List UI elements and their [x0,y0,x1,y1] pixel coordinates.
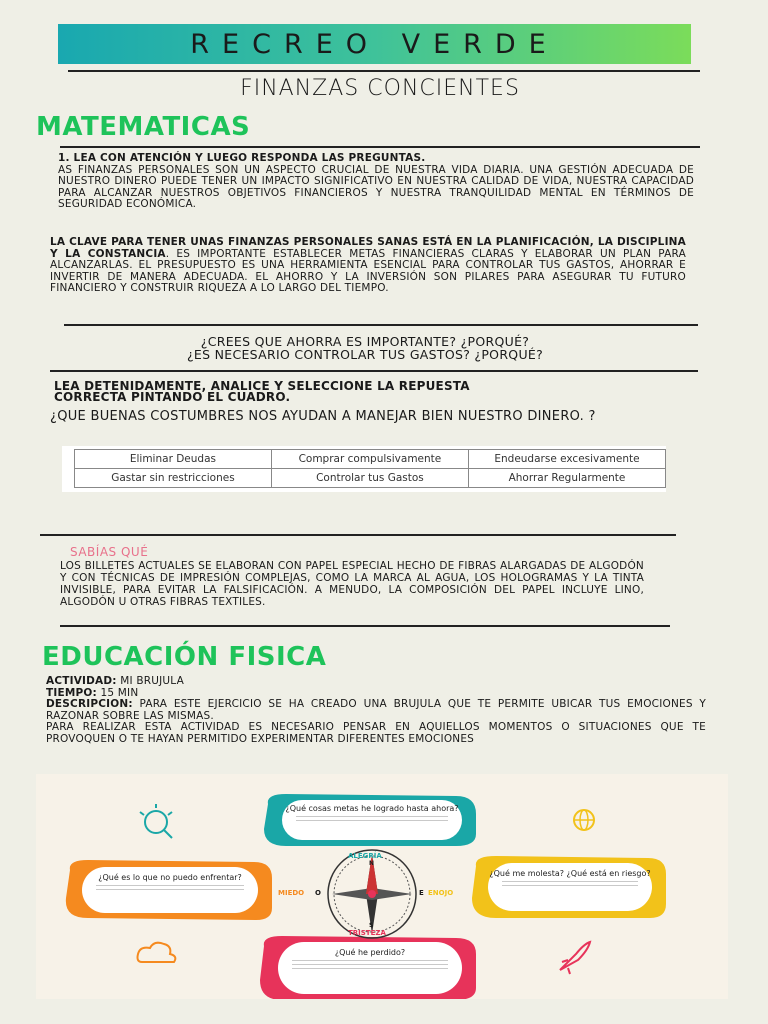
answer-line[interactable] [292,968,448,969]
math-paragraph-1-text: AS FINANZAS PERSONALES SON UN ASPECTO CRUCIAL DE NUESTRA VIDA DIARIA. UNA GESTIÓN ADECUADA DE NUESTRO DINERO PUEDE TENER UN IMPACTO SIGNIFICATIVO EN NUESTRA CALIDAD DE VIDA, NUESTRA CAPACIDAD PARA ALCANZAR NUESTROS OBJETIVOS FINANCIEROS Y NUESTRA TRANQUILIDAD MENTAL EN TÉRMINOS DE SEGURIDAD ECONÓMICA. [58,163,694,210]
title-banner [58,24,691,64]
math-paragraph-2 [50,237,686,295]
did-you-know-label: SABÍAS QUÉ [70,545,149,559]
divider [50,370,698,372]
answer-line[interactable] [502,881,638,882]
options-table [74,449,666,488]
compass-o-letter: O [315,889,321,897]
option-cell[interactable]: Eliminar Deudas [75,450,272,469]
compass-south-label: TRISTEZA [348,929,386,937]
lightbulb-icon [140,804,172,838]
answer-line[interactable] [292,960,448,961]
options-row [75,469,666,488]
emotion-compass-graphic [36,774,728,999]
option-cell[interactable]: Controlar tus Gastos [271,469,468,488]
pe-description-2: PARA REALIZAR ESTA ACTIVIDAD ES NECESARIO PENSAR EN AQUIELLOS MOMENTOS O SITUACIONES QUE TE PROVOQUEN O TE HAYAN PERMITIDO EXPERIMENTAR DIFERENTES EMOCIONES [46,721,706,745]
divider [68,70,700,72]
option-cell[interactable]: Gastar sin restricciones [75,469,272,488]
compass-s-letter: S [369,922,374,929]
compass-n-letter: N [369,860,375,867]
math-paragraph-2-text: . ES IMPORTANTE ESTABLECER METAS FINANCIERAS CLARAS Y ELABORAR UN PLAN PARA ALCANZARLAS. EL PRESUPUESTO ES UNA HERRAMIENTA ESENCIAL PARA CONTROLAR TUS GASTOS, AHORRAR E INVERTIR DE MANERA ADECUADA. EL AHORRO Y LA INVERSIÓN SON PILARES PARA ASEGURAR TU FUTURO FINANCIERO Y CONSTRUIR RIQUEZA A LO LARGO DEL TIEMPO. [50,247,686,294]
page-subtitle: FINANZAS CONCIENTES [240,76,520,101]
pe-time-value: 15 MIN [96,686,139,699]
bubble-left-question: ¿Qué es lo que no puedo enfrentar? [98,873,242,882]
select-instruction-line-1: LEA DETENIDAMENTE, ANALICE Y SELECCIONE LA REPUESTA [54,379,470,393]
answer-line[interactable] [292,964,448,965]
option-cell[interactable]: Ahorrar Regularmente [468,469,665,488]
bubble-top [282,800,462,840]
divider [60,146,700,148]
compass-east-label: ENOJO [428,889,454,897]
bubble-right-question: ¿Qué me molesta? ¿Qué está en riesgo? [489,869,651,878]
compass-west-label: MIEDO [278,889,305,897]
did-you-know-text: LOS BILLETES ACTUALES SE ELABORAN CON PAPEL ESPECIAL HECHO DE FIBRAS ALARGADAS DE ALGODÓN Y CON TÉCNICAS DE IMPRESIÓN COMPLEJAS, COMO LA MARCA AL AGUA, LOS HOLOGRAMAS Y LA TINTA INVISIBLE, PARA EVITAR LA FALSIFICACIÓN. A MENUDO, LA COMPOSICIÓN DEL PAPEL INCLUYE LINO, ALGODÓN U OTRAS FIBRAS TEXTILES. [60,560,644,608]
question-2: ¿ES NECESARIO CONTROLAR TUS GASTOS? ¿PORQUÉ? [186,347,544,362]
options-row [75,450,666,469]
pe-info [46,676,706,745]
math-paragraph-1 [58,153,694,211]
bubble-bottom-question: ¿Qué he perdido? [334,948,406,957]
option-cell[interactable]: Comprar compulsivamente [271,450,468,469]
rocket-icon [560,942,590,974]
bubble-bottom [278,942,462,994]
globe-icon [574,810,594,830]
divider [60,625,670,627]
select-instruction-line-2: CORRECTA PINTANDO EL CUADRO. [54,390,291,404]
math-instruction: 1. LEA CON ATENCIÓN Y LUEGO RESPONDA LAS PREGUNTAS. [58,152,426,164]
bubble-top-question: ¿Qué cosas metas he logrado hasta ahora? [285,804,459,813]
compass-e-letter: E [419,889,424,897]
pe-time-label: TIEMPO: [46,686,97,699]
answer-line[interactable] [296,820,448,821]
answer-line[interactable] [96,885,244,886]
answer-line[interactable] [296,816,448,817]
pe-desc-label: DESCRIPCION: [46,698,133,710]
pe-activity [46,676,706,688]
question-1: ¿CREES QUE AHORRA ES IMPORTANTE? ¿PORQUÉ? [200,334,530,349]
section-title-pe: EDUCACIÓN FISICA [42,642,327,672]
options-panel [62,446,666,492]
bubble-right [488,863,652,911]
divider [64,324,698,326]
page-title: RECREO VERDE [190,28,559,60]
section-title-math: MATEMATICAS [36,112,251,142]
option-cell[interactable]: Endeudarse excesivamente [468,450,665,469]
pe-activity-label: ACTIVIDAD: [46,675,117,687]
pe-desc-value: PARA ESTE EJERCICIO SE HA CREADO UNA BRUJULA QUE TE PERMITE UBICAR TUS EMOCIONES Y RAZONAR SOBRE LAS MISMAS. [46,698,706,722]
question-3: ¿QUE BUENAS COSTUMBRES NOS AYUDAN A MANEJAR BIEN NUESTRO DINERO. ? [50,409,596,424]
answer-line[interactable] [96,889,244,890]
answer-line[interactable] [502,885,638,886]
divider [40,534,676,536]
cloud-icon [138,943,176,962]
pe-activity-value: MI BRUJULA [116,675,184,687]
bubble-left [82,867,258,913]
compass-north-label: ALEGRÍA [348,852,382,860]
math-paragraph-2-bold: LA CLAVE PARA TENER UNAS FINANZAS PERSONALES SANAS ESTÁ EN LA PLANIFICACIÓN, LA DISCIPLINA Y LA CONSTANCIA [50,236,686,260]
select-instruction [54,381,694,403]
pe-description [46,699,706,722]
